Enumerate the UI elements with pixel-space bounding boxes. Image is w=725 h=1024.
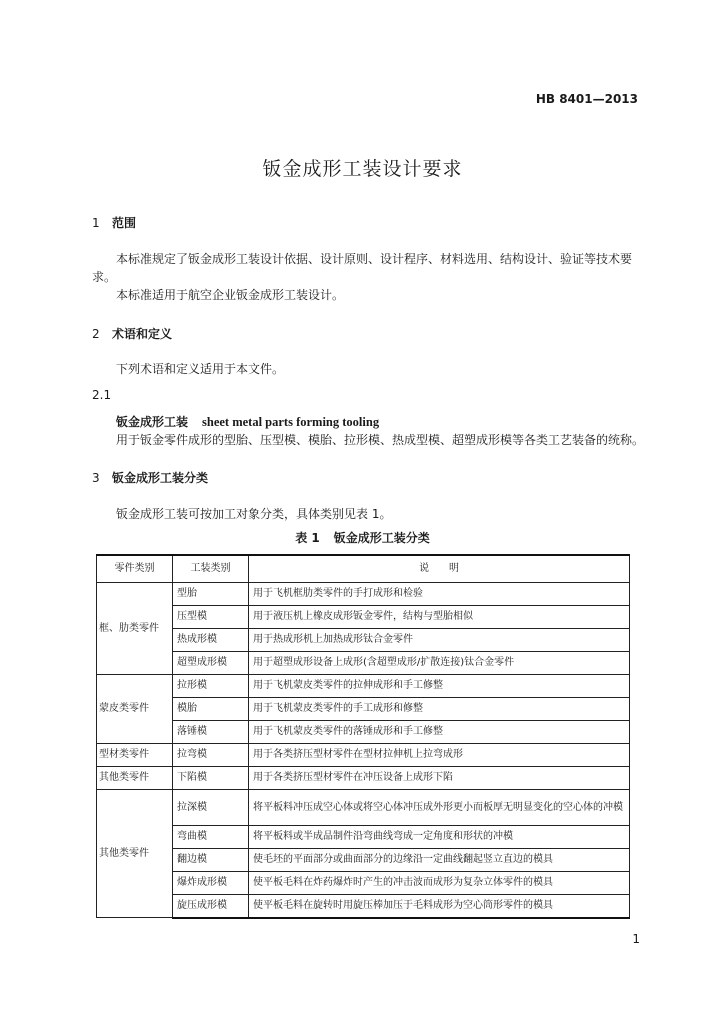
table-row xyxy=(97,849,630,872)
description-cell: 将平板料或半成品制件沿弯曲线弯成一定角度和形状的冲模 xyxy=(249,826,630,849)
term-definition: 用于钣金零件成形的型胎、压型模、模胎、拉形模、热成型模、超塑成形模等各类工艺装备的统称。 xyxy=(116,433,645,447)
tool-cell: 模胎 xyxy=(173,698,249,721)
classification-table xyxy=(96,554,630,919)
category-cell: 其他类零件 xyxy=(97,767,173,790)
description-cell: 将平板料冲压成空心体或将空心体冲压成外形更小而板厚无明显变化的空心体的冲模 xyxy=(249,790,630,826)
description-cell: 用于各类挤压型材零件在冲压设备上成形下陷 xyxy=(249,767,630,790)
description-cell: 用于飞机蒙皮类零件的拉伸成形和手工修整 xyxy=(249,675,630,698)
tool-cell: 热成形模 xyxy=(173,629,249,652)
section-3-heading xyxy=(92,469,208,486)
category-cell: 框、肋类零件 xyxy=(97,583,173,675)
tool-cell: 落锤模 xyxy=(173,721,249,744)
table-caption-title: 钣金成形工装分类 xyxy=(333,531,430,545)
tool-cell: 拉形模 xyxy=(173,675,249,698)
term-chinese: 钣金成形工装 xyxy=(116,415,189,429)
section-3-number: 3 xyxy=(92,471,100,485)
description-cell: 用于各类挤压型材零件在型材拉伸机上拉弯成形 xyxy=(249,744,630,767)
tool-cell: 型胎 xyxy=(173,583,249,606)
tool-cell: 压型模 xyxy=(173,606,249,629)
section-2-intro: 下列术语和定义适用于本文件。 xyxy=(116,362,285,376)
section-2-title: 术语和定义 xyxy=(112,327,173,341)
standard-number: HB 8401—2013 xyxy=(535,92,638,106)
page-number: 1 xyxy=(632,932,640,946)
section-1-title: 范围 xyxy=(112,216,137,230)
section-3-intro: 钣金成形工装可按加工对象分类，具体类别见表 1。 xyxy=(116,507,392,521)
tool-cell: 弯曲模 xyxy=(173,826,249,849)
tool-cell: 翻边模 xyxy=(173,849,249,872)
section-1-heading xyxy=(92,214,136,231)
section-3-title: 钣金成形工装分类 xyxy=(112,471,209,485)
section-2-number: 2 xyxy=(92,327,100,341)
description-cell: 使平板毛料在炸药爆炸时产生的冲击波而成形为复杂立体零件的模具 xyxy=(249,872,630,895)
category-cell: 蒙皮类零件 xyxy=(97,675,173,744)
table-row xyxy=(97,675,630,698)
section-1-paragraph-1: 本标准规定了钣金成形工装设计依据、设计原则、设计程序、材料选用、结构设计、验证等技术要求。 xyxy=(92,252,633,284)
table-row xyxy=(97,698,630,721)
table-caption-label: 表 1 xyxy=(295,531,320,545)
table-row xyxy=(97,583,630,606)
section-1-paragraph-2: 本标准适用于航空企业钣金成形工装设计。 xyxy=(116,288,345,302)
description-cell: 用于液压机上橡皮成形钣金零件，结构与型胎相似 xyxy=(249,606,630,629)
table-row xyxy=(97,744,630,767)
document-title: 钣金成形工装设计要求 xyxy=(262,158,463,180)
table-caption xyxy=(0,529,725,546)
table-row xyxy=(97,790,630,826)
tool-cell: 旋压成形模 xyxy=(173,895,249,918)
description-cell: 用于飞机蒙皮类零件的落锤成形和手工修整 xyxy=(249,721,630,744)
header-part-category: 零件类别 xyxy=(97,555,173,583)
description-cell: 用于飞机蒙皮类零件的手工成形和修整 xyxy=(249,698,630,721)
tool-cell: 超塑成形模 xyxy=(173,652,249,675)
tool-cell: 拉深模 xyxy=(173,790,249,826)
table-row xyxy=(97,895,630,918)
term-english: sheet metal parts forming tooling xyxy=(202,415,380,429)
header-tool-category: 工装类别 xyxy=(173,555,249,583)
description-cell: 用于超塑成形设备上成形(含超塑成形/扩散连接)钛合金零件 xyxy=(249,652,630,675)
description-cell: 使平板毛料在旋转时用旋压棒加压于毛料成形为空心筒形零件的模具 xyxy=(249,895,630,918)
table-row xyxy=(97,721,630,744)
description-cell: 用于飞机框肋类零件的手打成形和检验 xyxy=(249,583,630,606)
tool-cell: 下陷模 xyxy=(173,767,249,790)
term-entry xyxy=(116,413,379,430)
table-row xyxy=(97,606,630,629)
subsection-2-1-number: 2.1 xyxy=(92,388,112,402)
category-cell: 型材类零件 xyxy=(97,744,173,767)
table-row xyxy=(97,767,630,790)
description-cell: 使毛坯的平面部分或曲面部分的边缘沿一定曲线翻起竖立直边的模具 xyxy=(249,849,630,872)
table-row xyxy=(97,629,630,652)
tool-cell: 拉弯模 xyxy=(173,744,249,767)
section-1-number: 1 xyxy=(92,216,100,230)
section-2-heading xyxy=(92,325,172,342)
header-description: 说 明 xyxy=(249,555,630,583)
table-row xyxy=(97,652,630,675)
table-header-row xyxy=(97,555,630,583)
table-row xyxy=(97,872,630,895)
category-cell: 其他类零件 xyxy=(97,790,173,918)
description-cell: 用于热成形机上加热成形钛合金零件 xyxy=(249,629,630,652)
table-row xyxy=(97,826,630,849)
tool-cell: 爆炸成形模 xyxy=(173,872,249,895)
